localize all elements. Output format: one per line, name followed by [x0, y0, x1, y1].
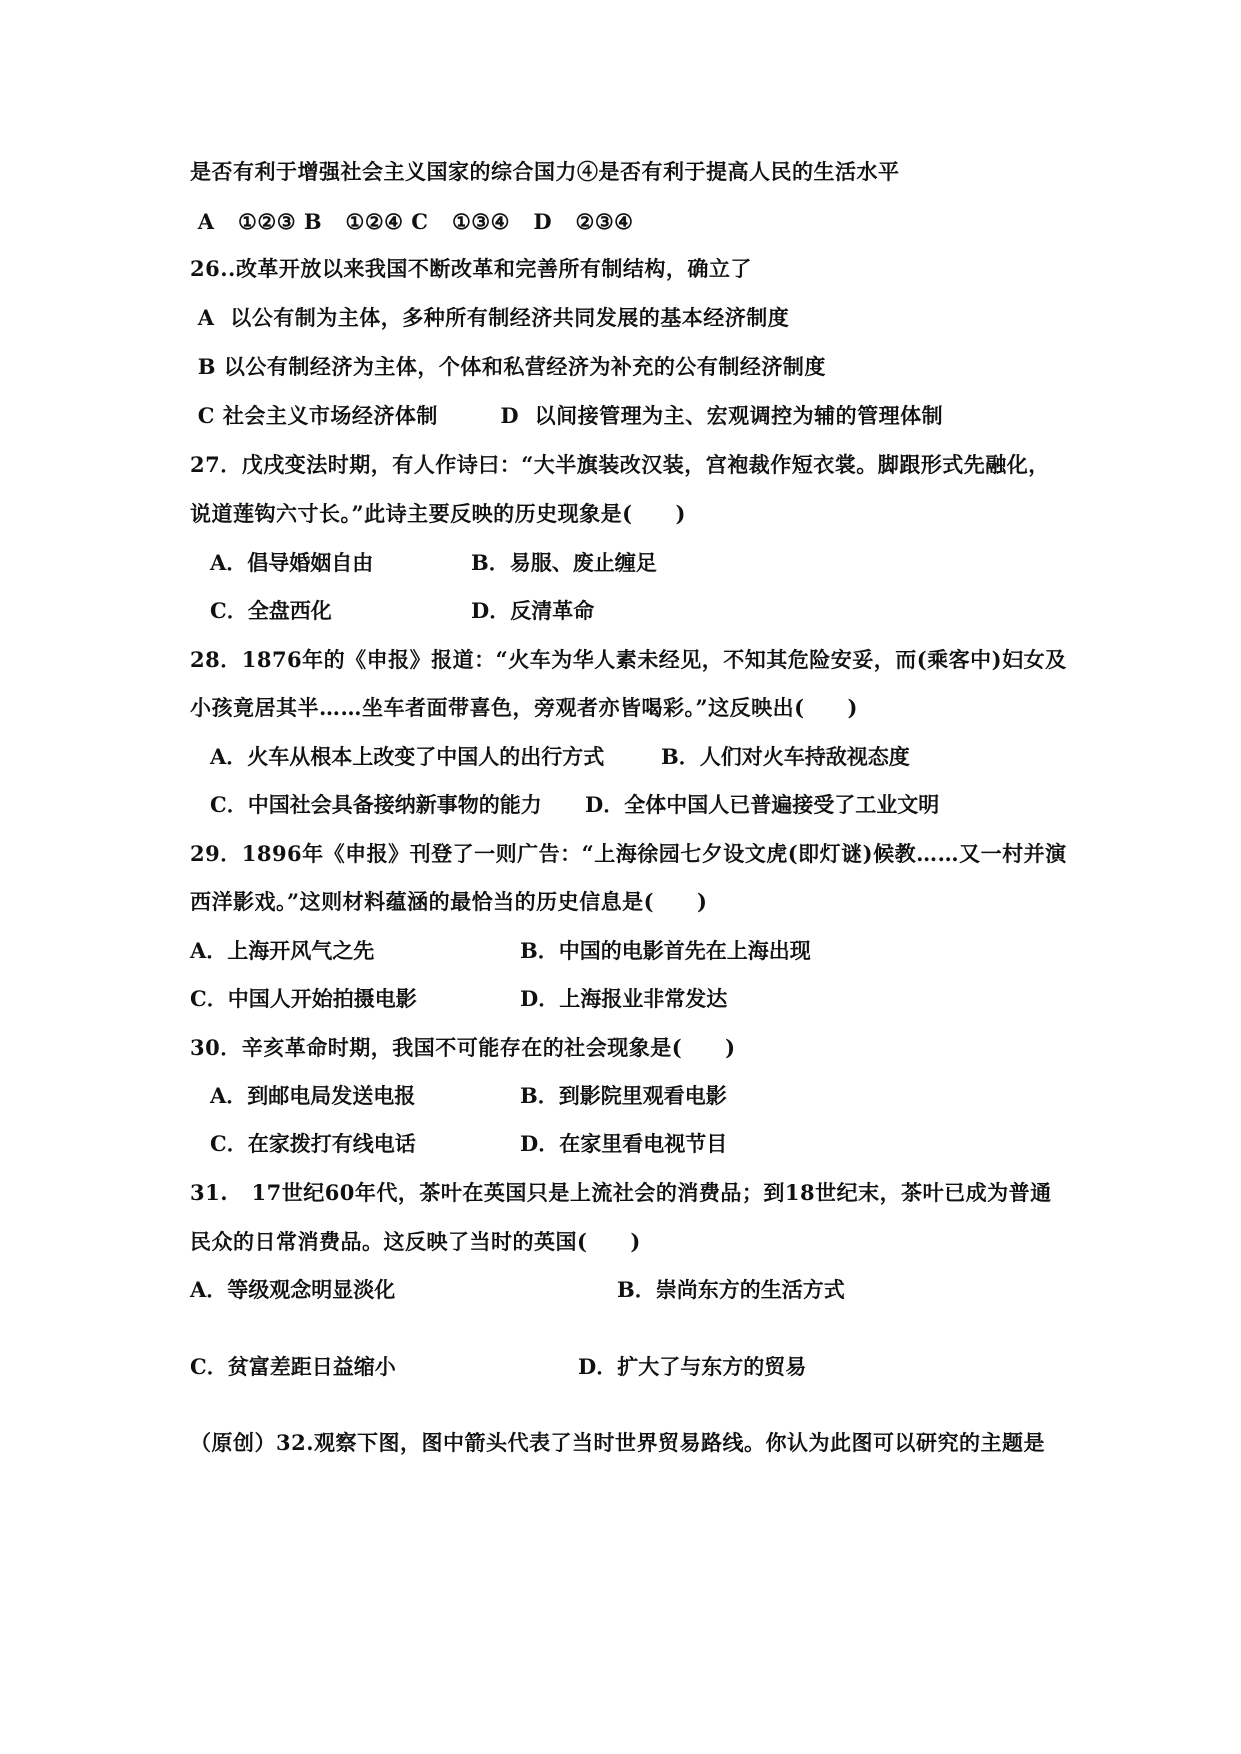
q27-option-b: B．易服、废止缠足	[471, 550, 657, 575]
q30-option-b: B．到影院里观看电影	[520, 1083, 727, 1108]
q29-option-c: C．中国人开始拍摄电影	[190, 986, 417, 1011]
q27-option-a: A．倡导婚姻自由	[210, 550, 374, 575]
q27-stem-line2: 说道莲钩六寸长。”此诗主要反映的历史现象是( )	[190, 501, 686, 526]
q28-option-b: B．人们对火车持敌视态度	[661, 744, 910, 769]
q27-option-d: D．反清革命	[471, 598, 595, 623]
q29-stem-line2: 西洋影戏。”这则材料蕴涵的最恰当的历史信息是( )	[190, 889, 708, 914]
q31-option-c: C．贫富差距日益缩小	[190, 1354, 396, 1379]
q29-option-a: A．上海开风气之先	[190, 938, 375, 963]
q31-option-b: B．崇尚东方的生活方式	[617, 1277, 845, 1302]
q26-stem: 26..改革开放以来我国不断改革和完善所有制结构，确立了	[190, 256, 752, 281]
q28-option-a: A．火车从根本上改变了中国人的出行方式	[210, 744, 605, 769]
q28-stem-line1: 28．1876年的《申报》报道：“火车为华人素未经见，不知其危险安妥，而(乘客中)妇女及	[190, 647, 1067, 672]
q27-stem-line1: 27．戊戌变法时期，有人作诗曰：“大半旗装改汉装，宫袍裁作短衣裳。脚跟形式先融化，	[190, 452, 1050, 477]
q29-option-b: B．中国的电影首先在上海出现	[520, 938, 811, 963]
q28-option-c: C．中国社会具备接纳新事物的能力	[210, 792, 542, 817]
q30-option-d: D．在家里看电视节目	[520, 1131, 728, 1156]
q31-stem-line1: 31. 17世纪60年代，茶叶在英国只是上流社会的消费品；到18世纪末，茶叶已成为普通	[190, 1180, 1052, 1205]
q31-option-d: D．扩大了与东方的贸易	[578, 1354, 807, 1379]
q28-stem-line2: 小孩竟居其半……坐车者面带喜色，旁观者亦皆喝彩。”这反映出( )	[190, 695, 858, 720]
q28-option-d: D．全体中国人已普遍接受了工业文明	[585, 792, 940, 817]
q31-option-a: A．等级观念明显淡化	[190, 1277, 396, 1302]
q31-stem-line2: 民众的日常消费品。这反映了当时的英国( )	[190, 1229, 641, 1254]
q27-option-c: C．全盘西化	[210, 598, 332, 623]
q26-option-cd: C 社会主义市场经济体制 D 以间接管理为主、宏观调控为辅的管理体制	[190, 403, 944, 428]
q29-stem-line1: 29．1896年《申报》刊登了一则广告：“上海徐园七夕设文虎(即灯谜)候教……又一村并演	[190, 841, 1067, 866]
q26-option-a: A 以公有制为主体，多种所有制经济共同发展的基本经济制度	[190, 305, 790, 330]
q29-option-d: D．上海报业非常发达	[520, 986, 728, 1011]
q30-stem: 30．辛亥革命时期，我国不可能存在的社会现象是( )	[190, 1035, 736, 1060]
q25-options: A ①②③ B ①②④ C ①③④ D ②③④	[190, 209, 634, 234]
q32-stem: （原创）32.观察下图，图中箭头代表了当时世界贸易路线。你认为此图可以研究的主题是	[190, 1430, 1046, 1455]
q26-option-b: B 以公有制经济为主体，个体和私营经济为补充的公有制经济制度	[190, 354, 826, 379]
q25-tail-line: 是否有利于增强社会主义国家的综合国力④是否有利于提高人民的生活水平	[190, 159, 900, 184]
q30-option-a: A．到邮电局发送电报	[210, 1083, 416, 1108]
q30-option-c: C．在家拨打有线电话	[210, 1131, 416, 1156]
